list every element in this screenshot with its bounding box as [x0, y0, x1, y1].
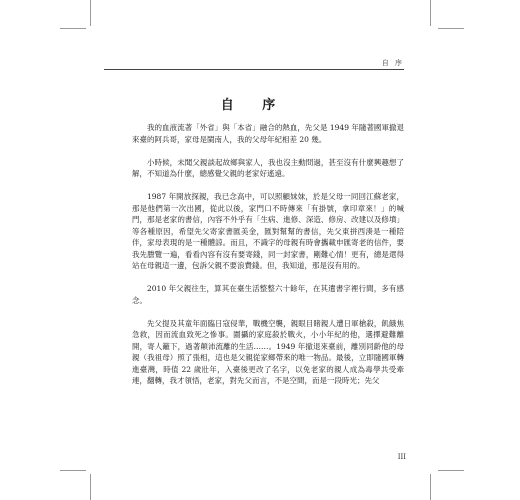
paragraph-3: 1987 年開放探親，我已念高中，可以照顧妹妹，於是父母一同回江蘇老家，那是他們第一次出國，從此以後，家門口不時傳來「有掛號，拿印章來！」的喊門，那是老家的書信，內容不外乎有「生病、進修、深造、修房、改建以及修墳」等各種原因，希望先父寄家書匯美金，匯對幫幫的書信，先父東拼西湊是一種陪伴，家母表現的是一種體諒。而且，不識字的母親有時會攜載申匯寄老的信件，要我先謄覽一遍，看看內容有沒有要寄錢，同一封家書，剛難心情！更有，總是還得站在母親這一邊，包訴父親不要浪費錢。但，我知道，那是沒有用的。: [132, 192, 404, 270]
paragraph-4: 2010 年父親往生，算其在臺生活整整六十餘年，在其遺書字裡行間，多有感念。: [132, 284, 404, 305]
paragraph-1: 我的血液流著「外省」與「本省」融合的熱血，先父是 1949 年隨著國軍撤退來臺的阿兵哥，家母是閩南人，我的父母年紀相差 20 幾。: [132, 123, 404, 144]
crop-mark-bottom-left-v: [90, 474, 91, 500]
book-page: [104, 58, 404, 463]
paragraph-2: 小時候，未聞父親談起故鄉與家人，我也沒主動問過，甚至沒有什麼興趣想了解，不知道為什麼，總感覺父親的老家好遙遠。: [132, 157, 404, 178]
running-head: 自 序: [381, 59, 404, 67]
header-rule: [104, 69, 404, 70]
crop-mark-bottom-right-v: [430, 474, 431, 500]
crop-mark-bottom-left-h: [60, 470, 86, 471]
crop-mark-top-right-h: [438, 28, 464, 29]
paragraph-5: 先父提及其童年面臨日寇侵華，戰機空襲，親眼目睹親人遭日軍槍殺，飢餓焦急救，因而流血致死之慘事。圍攝的家庭殺於戰火，小小年紀的他，選擇避難離開，寄人籬下，過著顛沛流離的生活……。1949 年撤退來臺前，離別同齡他的母親（我祖母）照了張相，這也是父親從家鄉帶來的唯一物品。最後，立即隨國軍轉進臺灣，時值 22 歲壯年，入臺後更改了名字，以免老家的親人成為毒學共受牽連，翻轉，我才領悟，老家，對先父而言，不是空間，而是一段時光；先父: [132, 318, 404, 385]
page-number: III: [397, 453, 406, 461]
body-text: [132, 122, 404, 398]
crop-mark-top-right-v: [430, 0, 431, 26]
chapter-title: 自 序: [220, 98, 288, 113]
crop-mark-top-left-v: [90, 0, 91, 26]
crop-mark-top-left-h: [60, 28, 86, 29]
crop-mark-bottom-right-h: [438, 470, 464, 471]
